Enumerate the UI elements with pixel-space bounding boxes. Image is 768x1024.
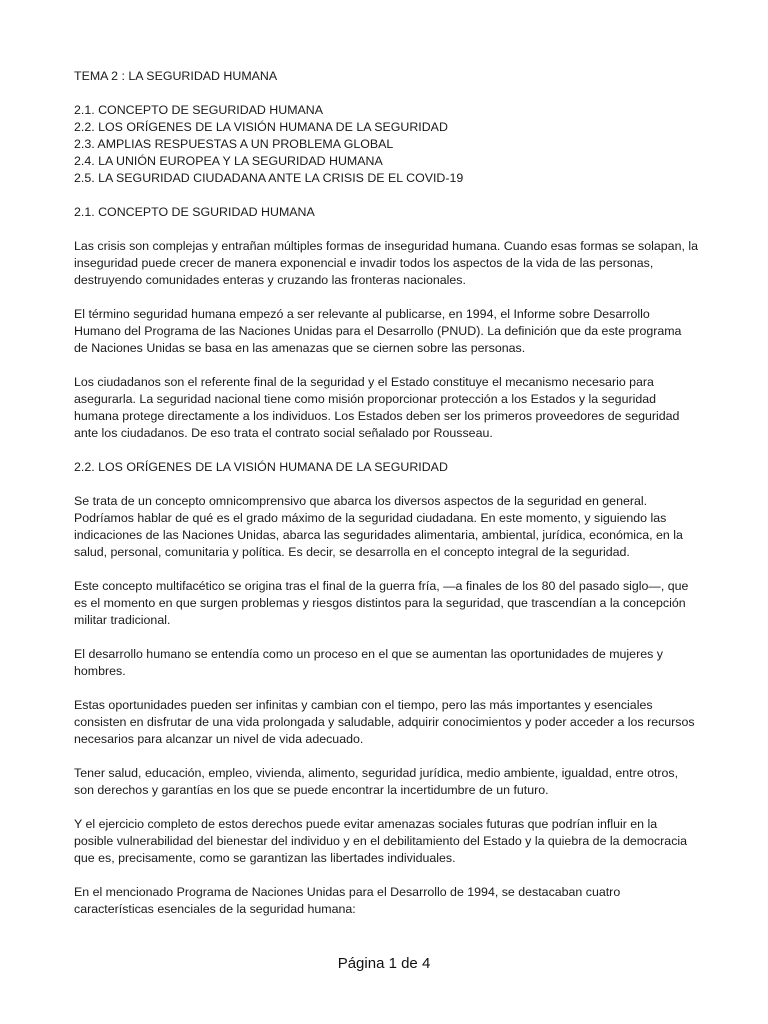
section-heading-2-1: 2.1. CONCEPTO DE SGURIDAD HUMANA [74,205,315,219]
paragraph: Estas oportunidades pueden ser infinitas y cambian con el tiempo, pero las más importantes y esenciales consisten en disfrutar de una vida prolongada y saludable, adquirir conocimientos y poder acceder a los recursos necesarios para alcanzar un nivel de vida adecuado. [74,698,695,746]
paragraph: Las crisis son complejas y entrañan múltiples formas de inseguridad humana. Cuando esas formas se solapan, la inseguridad puede crecer de manera exponencial e invadir todos los aspectos de la vida de las personas, destruyendo comunidades enteras y cruzando las fronteras nacionales. [74,239,698,287]
paragraph: El desarrollo humano se entendía como un proceso en el que se aumentan las oportunidades de mujeres y hombres. [74,647,663,678]
toc-item: 2.5. LA SEGURIDAD CIUDADANA ANTE LA CRISIS DE EL COVID-19 [74,171,464,185]
toc-item: 2.3. AMPLIAS RESPUESTAS A UN PROBLEMA GLOBAL [74,137,394,151]
document-title: TEMA 2 : LA SEGURIDAD HUMANA [74,69,278,83]
paragraph: Tener salud, educación, empleo, vivienda, alimento, seguridad jurídica, medio ambiente, igualdad, entre otros, son derechos y garantías en los que se puede encontrar la incertidumbre de un futuro. [74,766,679,797]
paragraph: Los ciudadanos son el referente final de la seguridad y el Estado constituye el mecanismo necesario para asegurarla. La seguridad nacional tiene como misión proporcionar protección a los Estados y la seguridad humana protege directamente a los individuos. Los Estados deben ser los primeros proveedores de seguridad ante los ciudadanos. De eso trata el contrato social señalado por Rousseau. [74,375,680,440]
toc-item: 2.2. LOS ORÍGENES DE LA VISIÓN HUMANA DE LA SEGURIDAD [74,120,448,134]
toc-item: 2.1. CONCEPTO DE SEGURIDAD HUMANA [74,103,324,117]
toc-item: 2.4. LA UNIÓN EUROPEA Y LA SEGURIDAD HUMANA [74,154,383,168]
paragraph: El término seguridad humana empezó a ser relevante al publicarse, en 1994, el Informe sobre Desarrollo Humano del Programa de las Naciones Unidas para el Desarrollo (PNUD). La definición que da este programa de Naciones Unidas se basa en las amenazas que se ciernen sobre las personas. [74,307,682,355]
paragraph: En el mencionado Programa de Naciones Unidas para el Desarrollo de 1994, se destacaban cuatro características esenciales de la seguridad humana: [74,885,621,916]
table-of-contents [74,102,698,187]
paragraph: Y el ejercicio completo de estos derechos puede evitar amenazas sociales futuras que podrían influir en la posible vulnerabilidad del bienestar del individuo y en el debilitamiento del Estado y la quiebra de la democracia que es, precisamente, como se garantizan las libertades individuales. [74,817,688,865]
paragraph: Este concepto multifacético se origina tras el final de la guerra fría, —a finales de los 80 del pasado siglo—, que es el momento en que surgen problemas y riesgos distintos para la seguridad, que trascendían a la concepción militar tradicional. [74,579,689,627]
paragraph: Se trata de un concepto omnicomprensivo que abarca los diversos aspectos de la seguridad en general. Podríamos hablar de qué es el grado máximo de la seguridad ciudadana. En este momento, y siguiendo las indicaciones de las Naciones Unidas, abarca las seguridades alimentaria, ambiental, jurídica, económica, en la salud, personal, comunitaria y política. Es decir, se desarrolla en el concepto integral de la seguridad. [74,494,683,559]
section-heading-2-2: 2.2. LOS ORÍGENES DE LA VISIÓN HUMANA DE LA SEGURIDAD [74,460,448,474]
page-number-footer: Página 1 de 4 [337,955,431,972]
